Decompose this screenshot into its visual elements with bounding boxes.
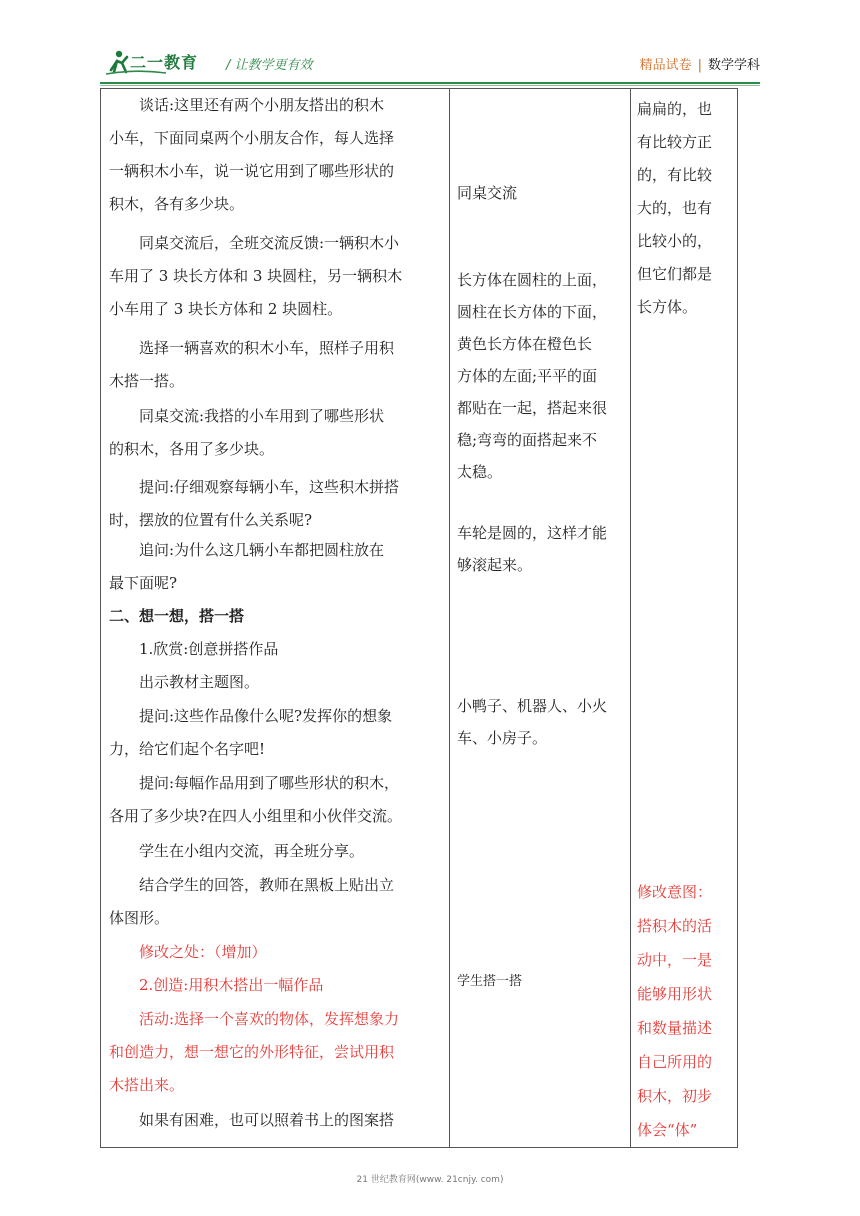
- activity-text: 太稳。: [457, 463, 503, 481]
- activity-text: 方体的左面;平平的面: [457, 367, 598, 385]
- intent-text: 扁扁的，也: [637, 100, 713, 118]
- text-line: 出示教材主题图。: [139, 673, 260, 691]
- activity-text: 够滚起来。: [457, 556, 533, 574]
- intent-text: 但它们都是: [637, 265, 713, 283]
- activity-text: 黄色长方体在橙色长: [457, 335, 593, 353]
- text-line: 小车，下面同桌两个小朋友合作，每人选择: [109, 129, 395, 147]
- text-line: 木搭一搭。: [109, 372, 185, 390]
- text-line: 车用了 3 块长方体和 3 块圆柱，另一辆积木: [109, 267, 403, 285]
- header-divider: [100, 82, 760, 84]
- text-line: 提问:每幅作品用到了哪些形状的积木，: [139, 774, 400, 792]
- activity-text: 车轮是圆的，这样才能: [457, 524, 608, 542]
- intent-revision-text: 和数量描述: [637, 1019, 713, 1037]
- intent-revision-text: 搭积木的活: [637, 917, 713, 935]
- text-line: 如果有困难，也可以照着书上的图案搭: [139, 1111, 395, 1129]
- activity-text: 稳;弯弯的面搭起来不: [457, 431, 598, 449]
- text-line: 追问:为什么这几辆小车都把圆柱放在: [139, 541, 385, 559]
- text-line: 各用了多少块?在四人小组里和小伙伴交流。: [109, 807, 403, 825]
- activity-text: 学生搭一搭: [457, 974, 523, 989]
- design-intent-column: [631, 89, 737, 1147]
- revision-note: 修改之处：（增加）: [139, 943, 267, 961]
- revision-text-line: 和创造力，想一想它的外形特征，尝试用积: [109, 1043, 395, 1061]
- text-line: 体图形。: [109, 909, 170, 927]
- subject-label: 数学学科: [707, 58, 760, 73]
- revision-text-line: 木搭出来。: [109, 1076, 185, 1094]
- intent-revision-text: 积木，初步: [637, 1087, 713, 1105]
- text-line: 提问:仔细观察每辆小车，这些积木拼搭: [139, 478, 400, 496]
- intent-text: 有比较方正: [637, 133, 713, 151]
- intent-text: 长方体。: [637, 298, 698, 316]
- activity-text: 同桌交流: [457, 184, 518, 202]
- text-line: 积木，各有多少块。: [109, 195, 245, 213]
- text-line: 时，摆放的位置有什么关系呢?: [109, 511, 313, 529]
- activity-text: 都贴在一起，搭起来很: [457, 399, 608, 417]
- text-line: 力，给它们起个名字吧!: [109, 740, 266, 758]
- revision-text-line: 活动:选择一个喜欢的物体，发挥想象力: [139, 1010, 400, 1028]
- intent-text: 的，有比较: [637, 166, 713, 184]
- lesson-table: [100, 88, 738, 1148]
- intent-revision-text: 自己所用的: [637, 1053, 713, 1071]
- activity-text: 小鸭子、机器人、小火: [457, 697, 608, 715]
- activity-text: 圆柱在长方体的下面，: [457, 303, 608, 321]
- header-separator: |: [697, 58, 702, 73]
- activity-text: 车、小房子。: [457, 729, 548, 747]
- slogan: / 让教学更有效: [226, 58, 313, 73]
- teaching-process-column: [101, 89, 450, 1147]
- text-line: 同桌交流:我搭的小车用到了哪些形状: [139, 407, 385, 425]
- text-line: 一辆积木小车，说一说它用到了哪些形状的: [109, 162, 395, 180]
- page-footer: 21 世纪教育网(www. 21cnjy. com): [356, 1175, 504, 1185]
- intent-text: 大的，也有: [637, 199, 713, 217]
- text-line: 同桌交流后，全班交流反馈:一辆积木小: [139, 234, 400, 252]
- intent-revision-text: 动中，一是: [637, 951, 713, 969]
- student-activity-column: [449, 89, 631, 1147]
- text-line: 最下面呢?: [109, 574, 178, 592]
- text-line: 的积木，各用了多少块。: [109, 440, 275, 458]
- text-line: 谈话:这里还有两个小朋友搭出的积木: [139, 96, 385, 114]
- section-heading: 二、想一想，搭一搭: [109, 607, 245, 625]
- intent-revision-text: 修改意图：: [637, 883, 713, 901]
- text-line: 小车用了 3 块长方体和 2 块圆柱。: [109, 300, 343, 318]
- intent-revision-text: 能够用形状: [637, 985, 713, 1003]
- text-line: 选择一辆喜欢的积木小车，照样子用积: [139, 339, 395, 357]
- category-label: 精品试卷: [639, 58, 692, 73]
- text-line: 1.欣赏:创意拼搭作品: [139, 640, 279, 658]
- intent-revision-text: 体会“体”: [637, 1121, 698, 1139]
- header-divider-thin: [100, 85, 760, 86]
- logo-text: 二一教育: [130, 53, 199, 72]
- text-line: 学生在小组内交流，再全班分享。: [139, 842, 365, 860]
- revision-text-line: 2.创造:用积木搭出一幅作品: [139, 976, 324, 994]
- text-line: 提问:这些作品像什么呢?发挥你的想象: [139, 707, 393, 725]
- header-right: [640, 54, 760, 73]
- intent-text: 比较小的，: [637, 232, 713, 250]
- text-line: 结合学生的回答，教师在黑板上贴出立: [139, 876, 395, 894]
- page-header: [100, 44, 760, 84]
- activity-text: 长方体在圆柱的上面，: [457, 271, 608, 289]
